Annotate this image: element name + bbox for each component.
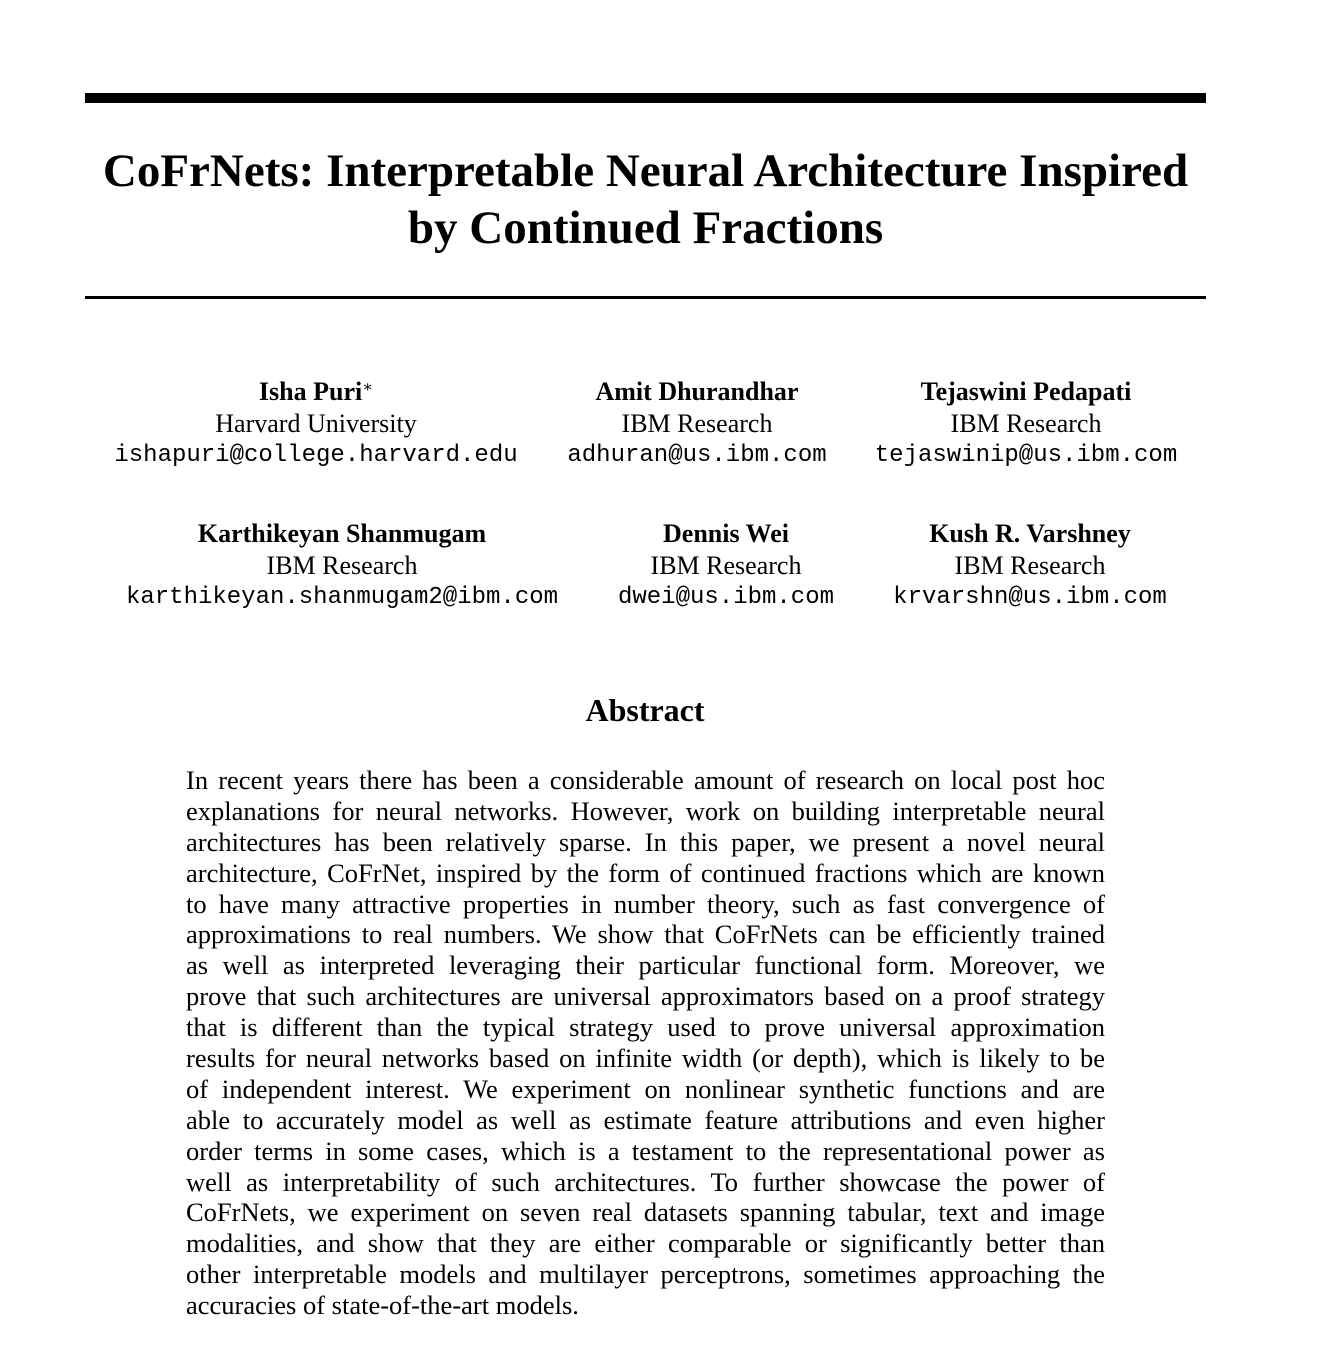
abstract-line: of independent interest. We experiment on nonlinear synthetic functions and are <box>186 1073 1105 1104</box>
author-block <box>766 376 1286 472</box>
abstract-line: In recent years there has been a considerable amount of research on local post hoc <box>186 765 1105 795</box>
abstract-body <box>186 765 1105 1321</box>
author-name: Amit Dhurandhar <box>595 377 799 406</box>
author-name: Dennis Wei <box>663 519 789 548</box>
title-top-rule <box>85 93 1206 103</box>
author-block <box>770 518 1290 614</box>
abstract-line: order terms in some cases, which is a testament to the representational power as <box>186 1135 1105 1166</box>
abstract-line: architecture, CoFrNet, inspired by the form of continued fractions which are known <box>186 857 1105 888</box>
paper-title-line-1: CoFrNets: Interpretable Neural Architecture Inspired <box>102 145 1189 197</box>
author-email[interactable]: krvarshn@us.ibm.com <box>893 584 1167 611</box>
abstract-line: approximations to real numbers. We show that CoFrNets can be efficiently trained <box>186 919 1105 950</box>
author-email[interactable]: adhuran@us.ibm.com <box>567 442 827 469</box>
abstract-line: to have many attractive properties in number theory, such as fast convergence of <box>186 888 1105 919</box>
author-name: Isha Puri∗ <box>258 377 374 406</box>
abstract-line: able to accurately model as well as estimate feature attributions and even higher <box>186 1104 1105 1135</box>
paper-title-line-2: by Continued Fractions <box>407 202 884 254</box>
paper-title <box>60 143 1231 257</box>
author-affiliation: Harvard University <box>215 409 417 438</box>
abstract-line: modalities, and show that they are either comparable or significantly better than <box>186 1228 1105 1259</box>
abstract-line: explanations for neural networks. However, work on building interpretable neural <box>186 795 1105 826</box>
author-email[interactable]: dwei@us.ibm.com <box>617 584 835 611</box>
abstract-line: architectures has been relatively sparse. In this paper, we present a novel neural <box>186 826 1105 857</box>
abstract-line: CoFrNets, we experiment on seven real datasets spanning tabular, text and image <box>186 1197 1105 1228</box>
author-name: Karthikeyan Shanmugam <box>197 519 487 548</box>
abstract-line: results for neural networks based on infinite width (or depth), which is likely to be <box>186 1043 1105 1074</box>
author-email[interactable]: tejaswinip@us.ibm.com <box>874 442 1178 469</box>
title-bottom-rule <box>85 296 1206 299</box>
author-email[interactable]: karthikeyan.shanmugam2@ibm.com <box>125 584 559 611</box>
author-affiliation: IBM Research <box>954 551 1106 580</box>
author-affiliation: IBM Research <box>266 551 418 580</box>
abstract-line: prove that such architectures are universal approximators based on a proof strategy <box>186 981 1105 1012</box>
author-affiliation: IBM Research <box>650 551 802 580</box>
abstract-line: well as interpretability of such architectures. To further showcase the power of <box>186 1166 1105 1197</box>
author-email[interactable]: ishapuri@college.harvard.edu <box>114 442 518 469</box>
author-affiliation: IBM Research <box>950 409 1102 438</box>
abstract-line: that is different than the typical strategy used to prove universal approximation <box>186 1012 1105 1043</box>
abstract-line: accuracies of state-of-the-art models. <box>186 1290 579 1321</box>
abstract-heading: Abstract <box>585 692 705 728</box>
author-affiliation: IBM Research <box>621 409 773 438</box>
abstract-line: other interpretable models and multilayer perceptrons, sometimes approaching the <box>186 1259 1105 1290</box>
abstract-line: as well as interpreted leveraging their particular functional form. Moreover, we <box>186 950 1105 981</box>
author-name: Kush R. Varshney <box>929 519 1131 548</box>
footnote-mark: ∗ <box>362 379 374 396</box>
author-name: Tejaswini Pedapati <box>920 377 1132 406</box>
